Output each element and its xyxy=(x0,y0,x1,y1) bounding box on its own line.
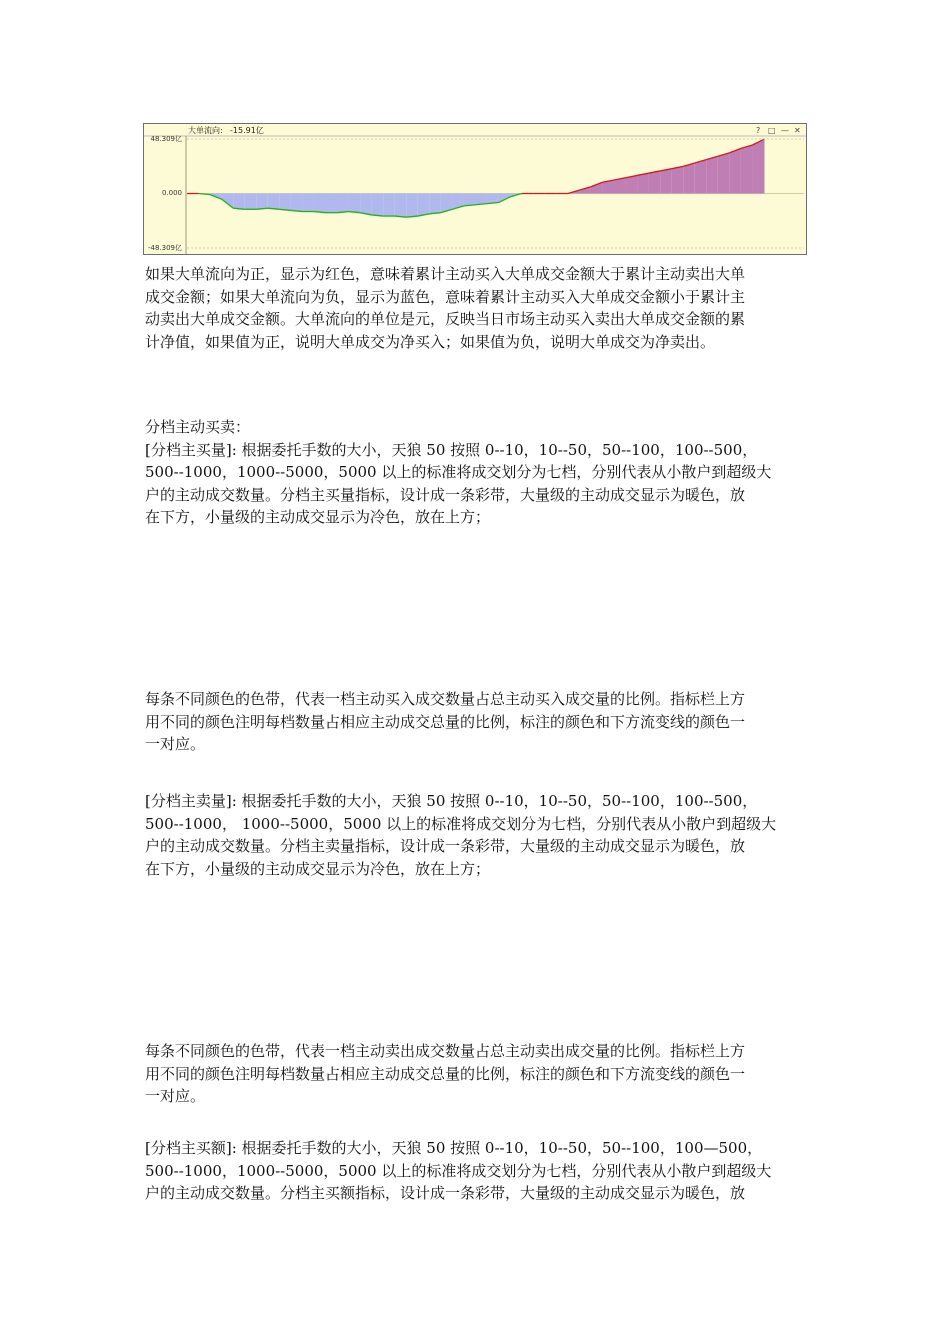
text-line: 户的主动成交数量。分档主卖量指标，设计成一条彩带，大量级的主动成交显示为暖色，放 xyxy=(145,837,746,855)
area-segment-negative xyxy=(418,194,430,217)
area-segment-positive xyxy=(706,156,718,193)
area-segment-positive xyxy=(649,171,661,194)
text-line: 计净值，如果值为正，说明大单成交为净买入；如果值为负，说明大单成交为净卖出。 xyxy=(145,332,716,351)
area-segment-positive xyxy=(626,175,638,193)
area-segment-positive xyxy=(729,148,741,193)
section-heading: 分档主动买卖： xyxy=(145,418,251,436)
area-segment-negative xyxy=(256,194,268,210)
close-icon[interactable]: ✕ xyxy=(794,126,801,135)
y-tick-zero: 0.000 xyxy=(161,189,182,197)
area-segment-negative xyxy=(476,194,488,205)
indicator-value: -15.91亿 xyxy=(230,126,264,135)
text-line: 如果大单流向为正，显示为红色，意味着累计主动买入大单成交金额大于累计主动卖出大单 xyxy=(145,265,746,283)
area-segment-positive xyxy=(660,169,672,194)
text-line: 一对应。 xyxy=(145,1087,206,1105)
paragraph-sell-volume xyxy=(145,790,809,880)
area-segment-negative xyxy=(233,194,245,210)
help-icon[interactable]: ? xyxy=(756,126,761,135)
area-segment-negative xyxy=(279,194,291,211)
area-segment-negative xyxy=(360,194,372,215)
text-line: 户的主动成交数量。分档主买量指标，设计成一条彩带，大量级的主动成交显示为暖色，放 xyxy=(145,485,746,504)
text-line: 每条不同颜色的色带，代表一档主动买入成交数量占总主动买入成交量的比例。指标栏上方 xyxy=(145,690,746,708)
text-line: [分档主买量]: 根据委托手数的大小，天狼 50 按照 0--10，10--50，50--100，100--500， xyxy=(145,440,758,459)
paragraph-sell-band-explanation xyxy=(145,1040,809,1108)
area-segment-negative xyxy=(349,194,361,213)
text-line: 在下方，小量级的主动成交显示为冷色，放在上方； xyxy=(145,859,491,878)
restore-icon[interactable]: □ xyxy=(768,126,776,135)
text-line: 户的主动成交数量。分档主买额指标，设计成一条彩带，大量级的主动成交显示为暖色，放 xyxy=(145,1184,746,1202)
text-line: 一对应。 xyxy=(145,735,206,753)
text-line: [分档主卖量]: 根据委托手数的大小，天狼 50 按照 0--10，10--50，50--100，100--500， xyxy=(145,792,758,810)
text-line: 500--1000，1000--5000，5000 以上的标准将成交划分为七档，分别代表从小散户到超级大 xyxy=(145,463,772,481)
text-line: 成交金额；如果大单流向为负，显示为蓝色，意味着累计主动买入大单成交金额小于累计主 xyxy=(145,287,746,306)
chart-canvas xyxy=(144,124,806,254)
text-line: 用不同的颜色注明每档数量占相应主动成交总量的比例，标注的颜色和下方流变线的颜色一 xyxy=(145,1064,746,1083)
indicator-label: 大单流向: xyxy=(188,126,223,135)
area-segment-positive xyxy=(741,145,753,194)
area-segment-positive xyxy=(683,163,695,193)
text-line: 动卖出大单成交金额。大单流向的单位是元，反映当日市场主动买入卖出大单成交金额的累 xyxy=(145,310,746,328)
text-line: 500--1000，1000--5000，5000 以上的标准将成交划分为七档，分别代表从小散户到超级大 xyxy=(145,1161,772,1180)
paragraph-buy-volume xyxy=(145,416,809,529)
area-segment-negative xyxy=(245,194,257,210)
paragraph-buy-amount xyxy=(145,1137,809,1205)
minimize-icon[interactable]: — xyxy=(781,126,789,135)
area-segment-positive xyxy=(672,166,684,193)
area-segment-negative xyxy=(314,194,326,213)
big-order-flow-chart xyxy=(143,123,807,255)
area-segment-negative xyxy=(429,194,441,214)
paragraph-buy-band-explanation xyxy=(145,688,809,756)
text-line: 500--1000， 1000--5000，5000 以上的标准将成交划分为七档，分别代表从小散户到超级大 xyxy=(145,814,777,833)
area-segment-negative xyxy=(325,194,337,213)
text-line: [分档主买额]: 根据委托手数的大小，天狼 50 按照 0--10，10--50，50--100，100—500， xyxy=(145,1139,763,1157)
area-layer xyxy=(187,139,764,217)
y-tick-top: 48.309亿 xyxy=(150,135,182,143)
area-segment-positive xyxy=(718,153,730,194)
area-segment-negative xyxy=(291,194,303,212)
area-segment-positive xyxy=(752,139,764,193)
y-tick-bottom: -48.309亿 xyxy=(147,244,182,252)
area-segment-negative xyxy=(372,194,384,217)
area-segment-negative xyxy=(268,194,280,210)
area-segment-negative xyxy=(337,194,349,213)
text-line: 用不同的颜色注明每档数量占相应主动成交总量的比例，标注的颜色和下方流变线的颜色一 xyxy=(145,712,746,731)
text-line: 在下方，小量级的主动成交显示为冷色，放在上方； xyxy=(145,508,491,526)
area-segment-negative xyxy=(406,194,418,218)
area-segment-positive xyxy=(637,173,649,193)
area-segment-negative xyxy=(383,194,395,217)
area-segment-negative xyxy=(395,194,407,218)
area-segment-negative xyxy=(302,194,314,212)
area-segment-positive xyxy=(695,160,707,194)
paragraph-big-order-explanation xyxy=(145,263,809,353)
text-line: 每条不同颜色的色带，代表一档主动卖出成交数量占总主动卖出成交量的比例。指标栏上方 xyxy=(145,1042,746,1060)
area-segment-negative xyxy=(464,194,476,206)
